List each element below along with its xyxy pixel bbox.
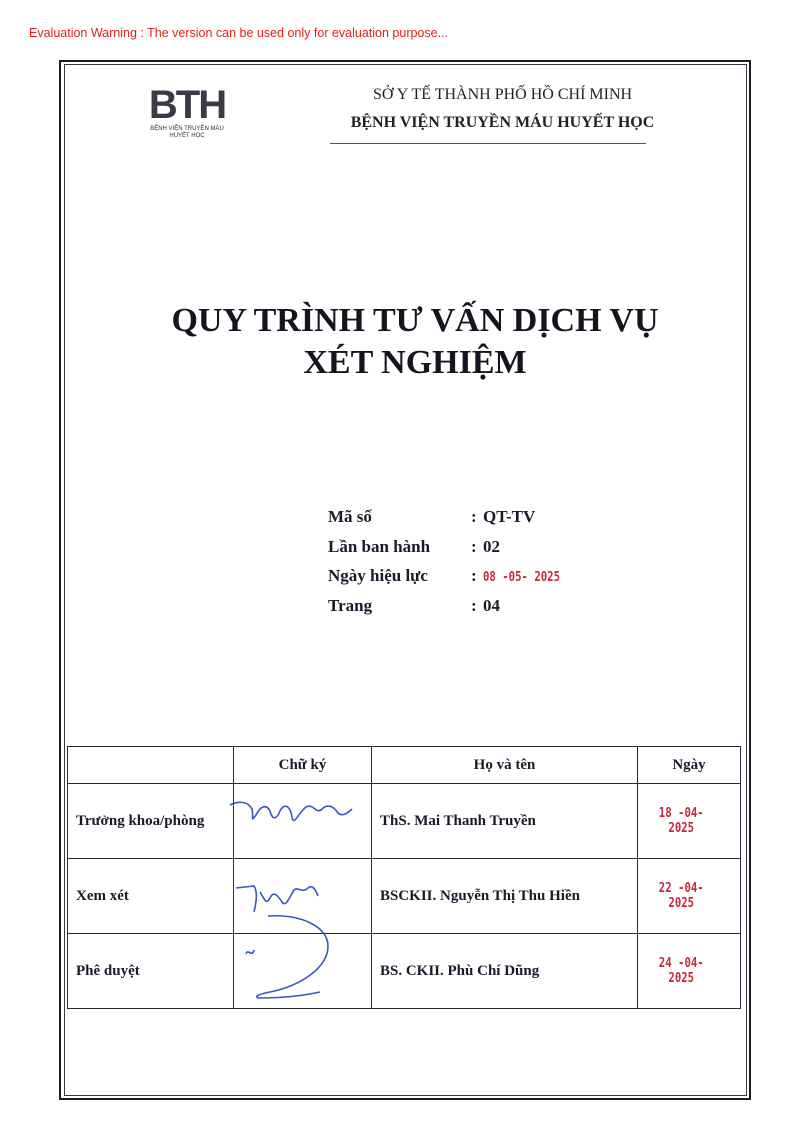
info-colon: : bbox=[471, 566, 477, 585]
info-value: 04 bbox=[483, 595, 500, 615]
info-value bbox=[483, 566, 577, 586]
info-colon: : bbox=[471, 507, 477, 526]
title-line-1: QUY TRÌNH TƯ VẤN DỊCH VỤ bbox=[171, 302, 659, 339]
header-signature: Chữ ký bbox=[234, 747, 372, 784]
row-date bbox=[638, 784, 741, 859]
logo-letters: BTH bbox=[148, 83, 226, 127]
evaluation-warning: Evaluation Warning : The version can be used only for evaluation purpose... bbox=[29, 26, 449, 40]
header-date: Ngày bbox=[638, 747, 741, 784]
row-role: Phê duyệt bbox=[68, 934, 234, 1009]
info-value: QT-TV bbox=[483, 507, 536, 526]
table-header-row bbox=[68, 747, 741, 784]
row-role: Trưởng khoa/phòng bbox=[68, 784, 234, 859]
info-colon: : bbox=[471, 536, 477, 556]
hospital-name: BỆNH VIỆN TRUYỀN MÁU HUYẾT HỌC bbox=[350, 114, 655, 131]
row-name: BS. CKII. Phù Chí Dũng bbox=[372, 934, 638, 1009]
row-name: ThS. Mai Thanh Truyền bbox=[372, 784, 638, 859]
info-label: Mã số bbox=[328, 507, 372, 526]
info-label: Trang bbox=[328, 595, 373, 615]
hospital-logo bbox=[141, 84, 233, 144]
logo-subtitle: BỆNH VIỆN TRUYỀN MÁU HUYẾT HỌC bbox=[150, 126, 224, 139]
info-label: Ngày hiệu lực bbox=[328, 566, 428, 585]
signature-cell bbox=[234, 934, 372, 1009]
table-row bbox=[68, 934, 741, 1009]
info-colon: : bbox=[471, 595, 477, 615]
row-date bbox=[638, 859, 741, 934]
header-role bbox=[68, 747, 234, 784]
signature-cell bbox=[234, 784, 372, 859]
table-row bbox=[68, 859, 741, 934]
header-full-name: Họ và tên bbox=[372, 747, 638, 784]
date-stamp: 08 -05- 2025 bbox=[483, 570, 561, 585]
approval-table bbox=[67, 746, 741, 1009]
row-role: Xem xét bbox=[68, 859, 234, 934]
info-value: 02 bbox=[483, 536, 500, 556]
table-row bbox=[68, 784, 741, 859]
document-title bbox=[100, 300, 730, 384]
signature-cell bbox=[234, 859, 372, 934]
date-stamp: 18 -04- 2025 bbox=[658, 805, 704, 836]
info-label: Lần ban hành bbox=[328, 536, 431, 556]
row-name: BSCKII. Nguyễn Thị Thu Hiền bbox=[372, 859, 638, 934]
date-stamp: 24 -04- 2025 bbox=[658, 955, 704, 986]
row-date bbox=[638, 934, 741, 1009]
department-name: SỞ Y TẾ THÀNH PHỐ HỒ CHÍ MINH bbox=[372, 86, 633, 103]
date-stamp: 22 -04- 2025 bbox=[658, 880, 704, 911]
title-line-2: XÉT NGHIỆM bbox=[303, 344, 527, 381]
header-underline bbox=[330, 143, 646, 144]
